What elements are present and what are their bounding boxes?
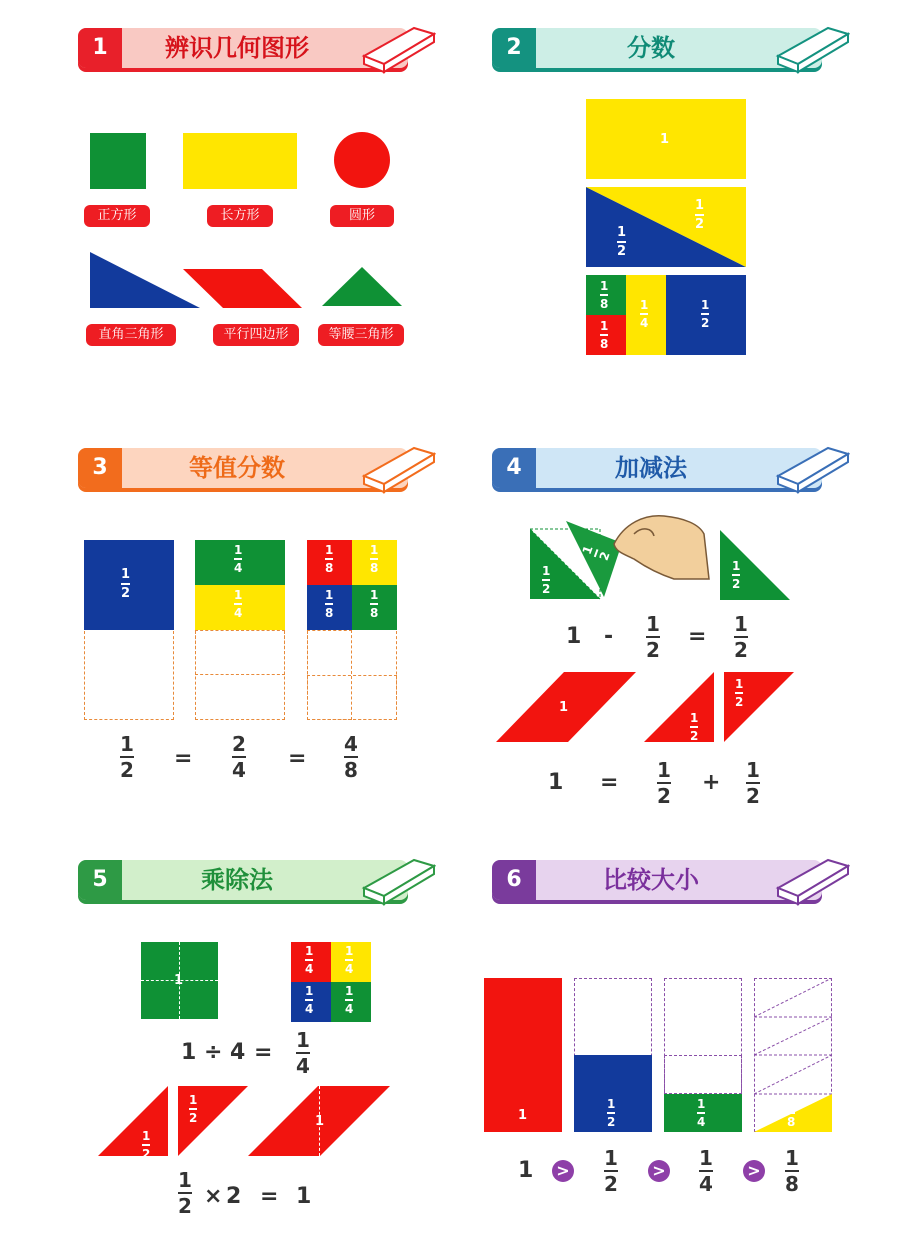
section-title: 辨识几何图形 (165, 34, 309, 62)
section-6-banner (492, 858, 832, 904)
mul-half-left-label: 1 2 (142, 1129, 151, 1161)
eighth-slot-row (307, 675, 397, 720)
mul-half: 1 2 (178, 1168, 192, 1218)
div-result: 1 4 (296, 1028, 310, 1078)
shape-row-2 (0, 240, 450, 320)
add-one: 1 (548, 770, 564, 795)
result-half-label: 1 2 (732, 559, 741, 591)
peeled-half-label: 1 2 (579, 543, 613, 563)
add-half-1: 1 2 (657, 758, 671, 808)
add-eq: = (600, 770, 619, 795)
section-5-banner (78, 858, 418, 904)
sub-one: 1 (566, 624, 582, 649)
mul-result: 1 (296, 1184, 312, 1209)
add-parallelograms (494, 670, 804, 745)
compare-half-fill-label: 1 2 (607, 1097, 616, 1129)
green-isosceles-triangle (322, 267, 402, 306)
eq-sign-2: = (288, 746, 307, 771)
section-title: 乘除法 (201, 866, 273, 894)
greater-than-icon: > (743, 1160, 765, 1182)
label-square: 正方形 (84, 205, 150, 227)
half-label: 1 2 (701, 298, 710, 330)
compare-eighth-fill-label: 1 8 (787, 1097, 796, 1129)
eraser-icon (770, 846, 850, 906)
eq-two-quarters: 2 4 (232, 732, 246, 782)
half-fill-label: 1 2 (121, 567, 131, 601)
section-title: 加减法 (615, 454, 687, 482)
quarter-green-label: 1 4 (234, 543, 243, 575)
eq-four-eighths: 4 8 (344, 732, 358, 782)
compare-quarter-fill-label: 1 4 (697, 1097, 706, 1129)
half-yellow: 1 2 (695, 198, 705, 232)
quarter-slot-3 (195, 630, 285, 675)
section-compare (414, 832, 864, 1243)
cmp-one: 1 (518, 1158, 534, 1183)
section-1-banner (78, 26, 418, 72)
cmp-eighth: 1 8 (785, 1146, 799, 1196)
green-square (90, 133, 146, 189)
section-title: 分数 (627, 34, 675, 62)
mul-two: 2 (226, 1184, 242, 1209)
section-2-banner (492, 26, 832, 72)
div-eq: = (254, 1040, 273, 1065)
compare-quarter-slot (664, 1055, 742, 1094)
parallelogram-one-label: 1 (559, 700, 569, 715)
eighth-red-label: 1 8 (325, 543, 334, 575)
quarter-label: 1 4 (640, 298, 649, 330)
section-number: 5 (78, 860, 122, 900)
blue-right-triangle (90, 252, 200, 308)
mul-half-right-label: 1 2 (189, 1093, 198, 1125)
section-title: 比较大小 (603, 866, 699, 894)
section-number: 3 (78, 448, 122, 488)
mul-times: × (204, 1184, 223, 1209)
eraser-icon (770, 434, 850, 494)
label-rectangle: 长方形 (207, 205, 273, 227)
eighth-green-label: 1 8 (370, 588, 379, 620)
section-3-banner (78, 446, 418, 492)
red-parallelogram (183, 269, 302, 308)
eighth-green-label: 1 8 (600, 279, 609, 311)
eq-sign-1: = (174, 746, 193, 771)
whole-label: 1 (660, 132, 670, 147)
section-number: 6 (492, 860, 536, 900)
add-half-right-label: 1 2 (735, 677, 744, 709)
compare-whole-label: 1 (518, 1108, 528, 1123)
label-circle: 圆形 (330, 205, 394, 227)
quarter-yellow-label: 1 4 (234, 588, 243, 620)
half-blue: 1 2 (617, 225, 627, 259)
mul-parallelogram-label: 1 (315, 1114, 325, 1129)
add-half-left-label: 1 2 (690, 711, 699, 743)
eraser-icon (770, 14, 850, 74)
hand-icon (604, 504, 714, 584)
section-multiply-divide (0, 832, 450, 1243)
mul-eq: = (260, 1184, 279, 1209)
cmp-half: 1 2 (604, 1146, 618, 1196)
section-number: 2 (492, 28, 536, 68)
section-add-subtract (414, 420, 864, 831)
section-title: 等值分数 (189, 454, 285, 482)
minus-half-left-label: 1 2 (542, 564, 551, 596)
eq-half: 1 2 (120, 732, 134, 782)
section-number: 4 (492, 448, 536, 488)
whole-square-label: 1 (174, 973, 184, 988)
q-red-label: 1 4 (305, 944, 314, 976)
sub-result: 1 2 (734, 612, 748, 662)
q-green-label: 1 4 (345, 984, 354, 1016)
section-number: 1 (78, 28, 122, 68)
eighth-red-label: 1 8 (600, 319, 609, 351)
greater-than-icon: > (552, 1160, 574, 1182)
label-parallelogram: 平行四边形 (213, 324, 299, 346)
add-plus: + (702, 770, 721, 795)
sub-minus: - (604, 624, 614, 649)
cmp-quarter: 1 4 (699, 1146, 713, 1196)
yellow-rectangle (183, 133, 297, 189)
q-blue-label: 1 4 (305, 984, 314, 1016)
multiply-shapes (96, 1084, 396, 1159)
q-yellow-label: 1 4 (345, 944, 354, 976)
red-circle (334, 132, 390, 188)
label-right-triangle: 直角三角形 (86, 324, 176, 346)
halves-diagonal (586, 187, 746, 267)
section-shapes (0, 0, 450, 411)
sub-eq: = (688, 624, 707, 649)
div-lhs: 1 ÷ 4 (181, 1040, 246, 1065)
section-4-banner (492, 446, 832, 492)
add-half-2: 1 2 (746, 758, 760, 808)
section-equivalent (0, 420, 450, 831)
eighth-blue-label: 1 8 (325, 588, 334, 620)
sub-half: 1 2 (646, 612, 660, 662)
greater-than-icon: > (648, 1160, 670, 1182)
result-triangle (714, 528, 794, 603)
section-fractions (414, 0, 864, 411)
eighth-yellow-label: 1 8 (370, 543, 379, 575)
label-isosceles-triangle: 等腰三角形 (318, 324, 404, 346)
